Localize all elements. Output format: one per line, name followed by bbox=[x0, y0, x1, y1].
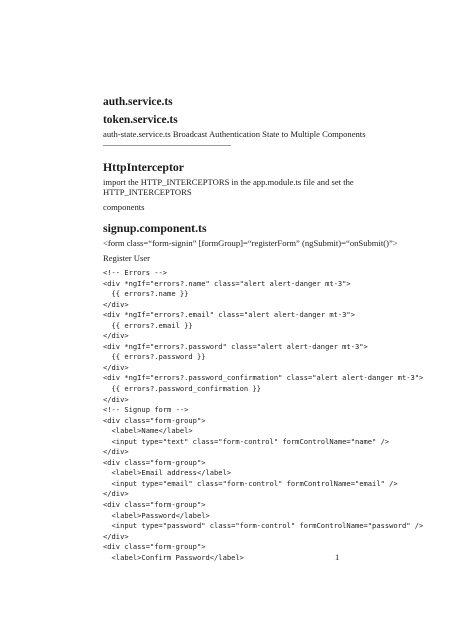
divider bbox=[103, 145, 231, 146]
code-line: <label>Name</label> bbox=[103, 426, 193, 436]
code-line: </div> bbox=[103, 489, 129, 499]
code-line: <input type="email" class="form-control" formControlName="email" /> bbox=[103, 478, 398, 488]
components-paragraph: components bbox=[103, 202, 145, 212]
code-line: {{ errors?.password }} bbox=[103, 352, 206, 362]
code-line: </div> bbox=[103, 531, 129, 541]
code-line: {{ errors?.email }} bbox=[103, 320, 193, 330]
page-number: 1 bbox=[335, 552, 340, 562]
code-line: <div class="form-group"> bbox=[103, 415, 206, 425]
code-line: <label>Confirm Password</label> bbox=[103, 552, 244, 562]
code-line: </div> bbox=[103, 331, 129, 341]
code-line: <label>Email address</label> bbox=[103, 468, 232, 478]
code-line: <div *ngIf="errors?.password_confirmation" class="alert alert-danger mt-3"> bbox=[103, 373, 424, 383]
heading-token-service: token.service.ts bbox=[103, 114, 178, 126]
import-paragraph-line-1: import the HTTP_INTERCEPTORS in the app.module.ts file and set the bbox=[103, 177, 354, 187]
code-line: {{ errors?.name }} bbox=[103, 289, 189, 299]
code-block bbox=[103, 268, 423, 563]
import-paragraph-line-2: HTTP_INTERCEPTORS bbox=[103, 187, 192, 197]
register-user-paragraph: Register User bbox=[103, 253, 151, 263]
code-line: </div> bbox=[103, 447, 129, 457]
heading-auth-service: auth.service.ts bbox=[103, 96, 173, 108]
code-line: <!-- Errors --> bbox=[103, 268, 168, 277]
heading-signup-component: signup.component.ts bbox=[103, 221, 207, 235]
code-line: <input type="password" class="form-control" formControlName="password" /> bbox=[103, 521, 424, 531]
code-line: <div class="form-group"> bbox=[103, 457, 206, 467]
code-line: </div> bbox=[103, 299, 129, 309]
auth-state-paragraph: auth-state.service.ts Broadcast Authentication State to Multiple Components bbox=[103, 129, 366, 139]
code-line: {{ errors?.password_confirmation }} bbox=[103, 384, 262, 394]
code-line: </div> bbox=[103, 394, 129, 404]
form-tag-paragraph: <form class=“form-signin” [formGroup]=“registerForm” (ngSubmit)=“onSubmit()”> bbox=[103, 238, 398, 248]
code-line: <div *ngIf="errors?.password" class="alert alert-danger mt-3"> bbox=[103, 341, 368, 351]
code-line: <div *ngIf="errors?.email" class="alert alert-danger mt-3"> bbox=[103, 310, 355, 320]
code-line: <label>Password</label> bbox=[103, 510, 210, 520]
code-line: <div class="form-group"> bbox=[103, 500, 206, 510]
code-line: <input type="text" class="form-control" formControlName="name" /> bbox=[103, 436, 390, 446]
code-line: <div class="form-group"> bbox=[103, 542, 206, 552]
code-line: <!-- Signup form --> bbox=[103, 405, 189, 415]
code-line: </div> bbox=[103, 362, 129, 372]
code-line: <div *ngIf="errors?.name" class="alert alert-danger mt-3"> bbox=[103, 278, 351, 288]
heading-http-interceptor: HttpInterceptor bbox=[103, 160, 185, 174]
